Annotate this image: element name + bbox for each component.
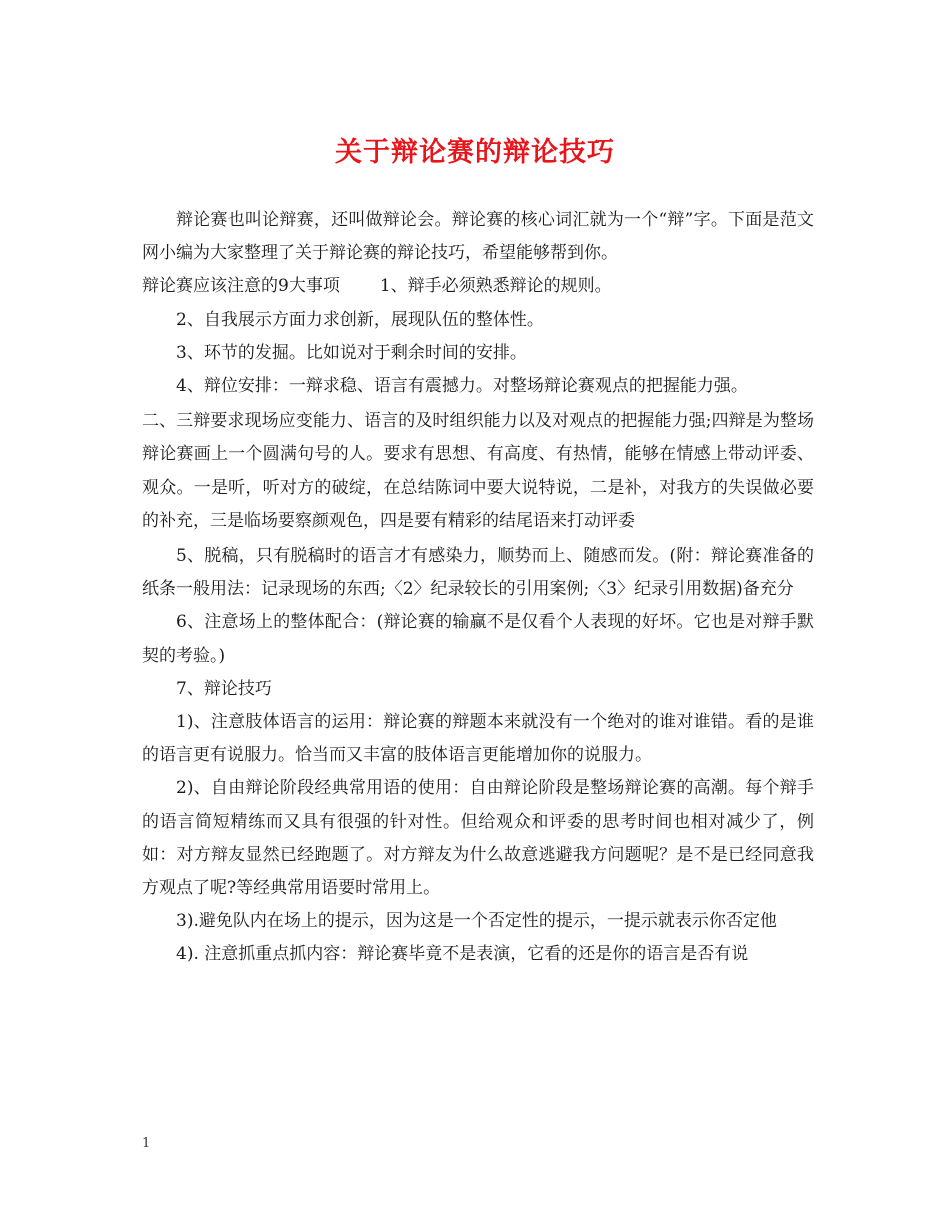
section-heading-nine-items: 辩论赛应该注意的9大事项 [142, 276, 340, 297]
paragraph-tip-4: 4). 注意抓重点抓内容：辩论赛毕竟不是表演，它看的还是你的语言是否有说 [176, 944, 749, 965]
paragraph-item-3: 3、环节的发掘。比如说对于剩余时间的安排。 [176, 342, 527, 363]
document-title: 关于辩论赛的辩论技巧 [335, 137, 615, 168]
paragraph-item-7: 7、辩论技巧 [176, 678, 272, 699]
paragraph-tip-2: 2)、自由辩论阶段经典常用语的使用：自由辩论阶段是整场辩论赛的高潮。每个辩手的语言简短精练而又具有很强的针对性。但给观众和评委的思考时间也相对减少了，例如：对方辩友显然已经跑题了。对方辩友为什么故意逃避我方问题呢？是不是已经同意我方观点了呢?等经典常用语要时常用上。 [142, 778, 814, 899]
paragraph-debaters-2-4: 二、三辩要求现场应变能力、语言的及时组织能力以及对观点的把握能力强;四辩是为整场辩论赛画上一个圆满句号的人。要求有思想、有高度、有热情，能够在情感上带动评委、观众。一是听，听对方的破绽，在总结陈词中要大说特说，二是补，对我方的失误做必要的补充，三是临场要察颜观色，四是要有精彩的结尾语来打动评委 [142, 411, 814, 531]
paragraph-item-1 [142, 270, 814, 303]
document-body [142, 204, 814, 972]
item-1-text: 1、辩手必须熟悉辩论的规则。 [379, 276, 612, 297]
paragraph-intro: 辩论赛也叫论辩赛，还叫做辩论会。辩论赛的核心词汇就为一个“辩”字。下面是范文网小编为大家整理了关于辩论赛的辩论技巧，希望能够帮到你。 [142, 210, 814, 264]
paragraph-tip-1: 1)、注意肢体语言的运用：辩论赛的辩题本来就没有一个绝对的谁对谁错。看的是谁的语言更有说服力。恰当而又丰富的肢体语言更能增加你的说服力。 [142, 712, 814, 766]
paragraph-item-4: 4、辩位安排：一辩求稳、语言有震撼力。对整场辩论赛观点的把握能力强。 [176, 376, 748, 397]
paragraph-item-5: 5、脱稿，只有脱稿时的语言才有感染力，顺势而上、随感而发。(附：辩论赛准备的纸条一般用法：记录现场的东西;〈2〉纪录较长的引用案例;〈3〉纪录引用数据)备充分 [142, 546, 814, 600]
paragraph-item-6: 6、注意场上的整体配合：(辩论赛的输赢不是仅看个人表现的好坏。它也是对辩手默契的考验。) [142, 612, 814, 666]
paragraph-item-2: 2、自我展示方面力求创新，展现队伍的整体性。 [176, 309, 544, 330]
page-number: 1 [142, 1136, 151, 1151]
paragraph-tip-3: 3).避免队内在场上的提示，因为这是一个否定性的提示，一提示就表示你否定他 [176, 911, 777, 932]
